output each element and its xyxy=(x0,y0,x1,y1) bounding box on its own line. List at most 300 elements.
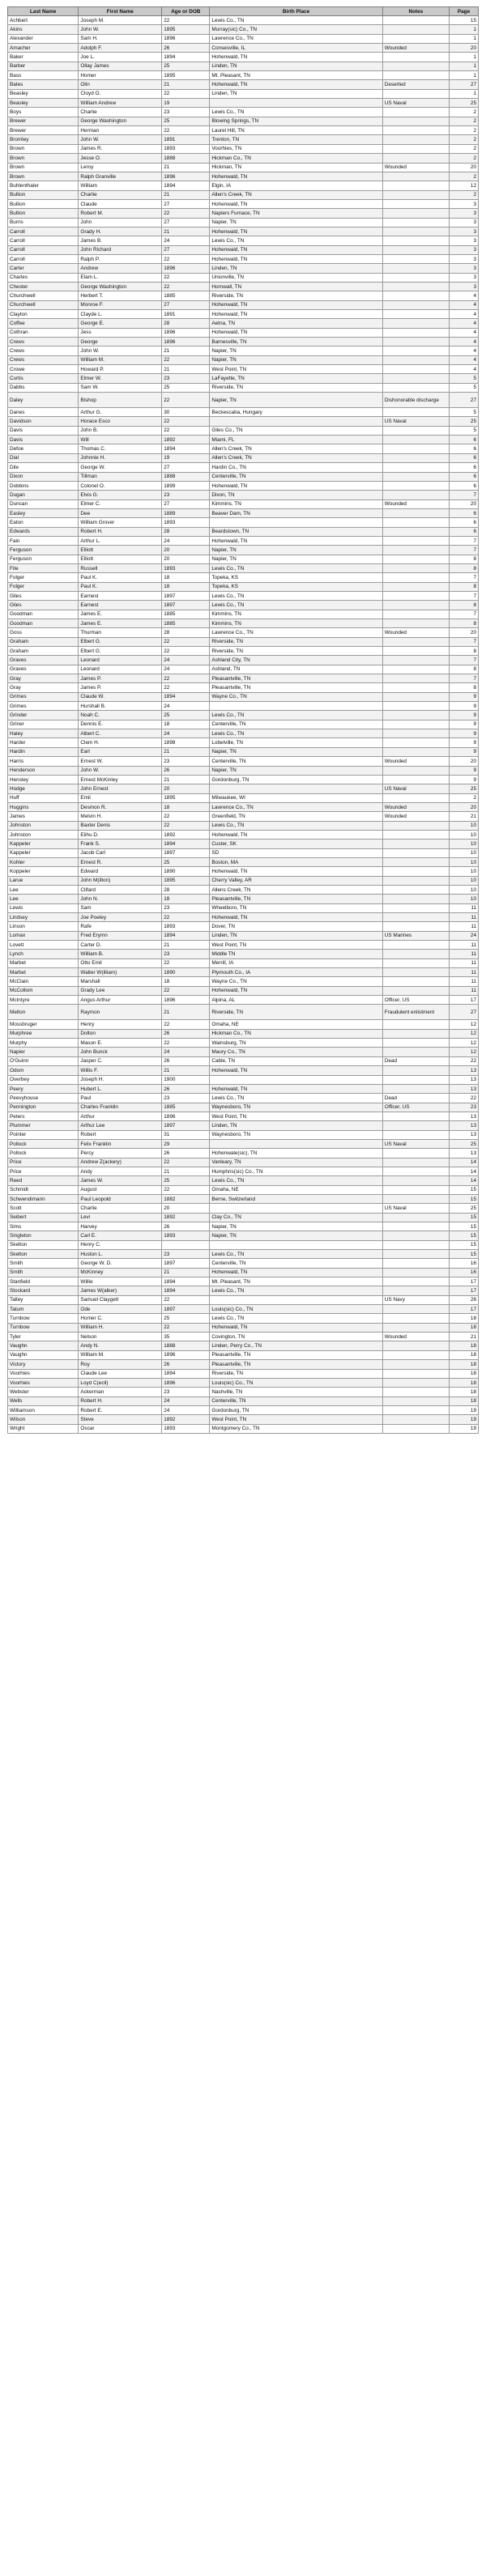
table-row xyxy=(8,491,479,499)
table-row xyxy=(8,1323,479,1332)
cell-first-name: William Grover xyxy=(79,518,162,527)
cell-page: 10 xyxy=(449,840,478,848)
cell-age-or-dob: 27 xyxy=(162,199,210,208)
cell-birth-place: Wainsburg, TN xyxy=(210,1039,382,1048)
cell-first-name: Fred Erymn xyxy=(79,931,162,940)
cell-last-name: Boys xyxy=(8,108,79,117)
cell-last-name: Stanfield xyxy=(8,1277,79,1286)
cell-birth-place: Consesville, IL xyxy=(210,44,382,53)
cell-notes xyxy=(382,1084,449,1093)
cell-last-name: Chester xyxy=(8,282,79,291)
cell-page: 18 xyxy=(449,1360,478,1369)
cell-last-name: Burns xyxy=(8,218,79,227)
cell-first-name: Ernest W. xyxy=(79,757,162,766)
cell-last-name: Grimes xyxy=(8,702,79,711)
cell-age-or-dob: 1896 xyxy=(162,172,210,181)
cell-notes xyxy=(382,922,449,931)
cell-page: 25 xyxy=(449,1139,478,1148)
cell-first-name: Melvin H. xyxy=(79,812,162,821)
table-row xyxy=(8,1005,479,1020)
cell-page: 3 xyxy=(449,254,478,263)
cell-birth-place: West Point, TN xyxy=(210,1415,382,1424)
cell-age-or-dob: 1897 xyxy=(162,1259,210,1268)
cell-page: 19 xyxy=(449,1405,478,1414)
cell-last-name: Lee xyxy=(8,895,79,903)
table-row xyxy=(8,1405,479,1414)
cell-last-name: Charles xyxy=(8,273,79,282)
header-birth-place: Birth Place xyxy=(210,7,382,16)
cell-notes xyxy=(382,463,449,472)
cell-birth-place: Lewis Co., TN xyxy=(210,1250,382,1259)
cell-birth-place: Milwaukee, WI xyxy=(210,793,382,802)
cell-notes xyxy=(382,190,449,199)
table-row xyxy=(8,264,479,273)
cell-first-name: Baxter Denis xyxy=(79,821,162,830)
cell-birth-place: Montgomery Co., TN xyxy=(210,1424,382,1433)
cell-notes xyxy=(382,775,449,784)
cell-age-or-dob: 22 xyxy=(162,426,210,435)
cell-age-or-dob: 1892 xyxy=(162,1213,210,1222)
cell-first-name: Emil xyxy=(79,793,162,802)
cell-age-or-dob: 23 xyxy=(162,950,210,959)
cell-last-name: Grimes xyxy=(8,692,79,701)
cell-age-or-dob: 21 xyxy=(162,747,210,756)
cell-first-name: Oscar xyxy=(79,1424,162,1433)
cell-page: 26 xyxy=(449,1295,478,1304)
cell-last-name: Pollock xyxy=(8,1139,79,1148)
table-row xyxy=(8,1333,479,1341)
table-row xyxy=(8,328,479,337)
cell-first-name: Claude Lee xyxy=(79,1369,162,1378)
cell-last-name: Brewer xyxy=(8,117,79,125)
cell-page: 9 xyxy=(449,720,478,729)
cell-age-or-dob: 21 xyxy=(162,227,210,236)
cell-last-name: Smith xyxy=(8,1259,79,1268)
cell-notes xyxy=(382,117,449,125)
cell-notes: Wounded xyxy=(382,1333,449,1341)
cell-age-or-dob: 22 xyxy=(162,393,210,408)
cell-birth-place: Napier, TN xyxy=(210,546,382,555)
cell-notes xyxy=(382,1350,449,1359)
cell-last-name: Talley xyxy=(8,1295,79,1304)
cell-last-name: Giles xyxy=(8,591,79,600)
cell-age-or-dob: 23 xyxy=(162,757,210,766)
table-row xyxy=(8,766,479,775)
cell-notes: US Marines xyxy=(382,931,449,940)
cell-last-name: Mossbruger xyxy=(8,1020,79,1029)
cell-notes xyxy=(382,840,449,848)
cell-notes xyxy=(382,16,449,25)
cell-first-name: Hubert L. xyxy=(79,1084,162,1093)
cell-birth-place: Allen's Creek, TN xyxy=(210,453,382,462)
cell-birth-place: Berne, Switzerland xyxy=(210,1194,382,1203)
cell-notes: Wounded xyxy=(382,757,449,766)
cell-last-name: Williamson xyxy=(8,1405,79,1414)
table-row xyxy=(8,821,479,830)
cell-page: 4 xyxy=(449,300,478,309)
cell-page: 2 xyxy=(449,117,478,125)
cell-birth-place: Omaha, NE xyxy=(210,1020,382,1029)
cell-page: 27 xyxy=(449,80,478,89)
cell-age-or-dob: 1895 xyxy=(162,71,210,80)
cell-age-or-dob: 20 xyxy=(162,1204,210,1213)
cell-birth-place: Hohenwald, TN xyxy=(210,867,382,876)
cell-last-name: Lynch xyxy=(8,950,79,959)
cell-page: 14 xyxy=(449,1158,478,1167)
cell-page: 7 xyxy=(449,546,478,555)
cell-last-name: Bullion xyxy=(8,209,79,218)
cell-notes xyxy=(382,1130,449,1139)
cell-notes xyxy=(382,1268,449,1277)
cell-first-name: Bishop xyxy=(79,393,162,408)
cell-birth-place: Alpina, AL xyxy=(210,996,382,1005)
cell-notes xyxy=(382,346,449,355)
table-row xyxy=(8,848,479,857)
cell-age-or-dob: 28 xyxy=(162,885,210,894)
cell-notes xyxy=(382,1176,449,1185)
cell-last-name: Bass xyxy=(8,71,79,80)
cell-age-or-dob: 24 xyxy=(162,665,210,674)
cell-first-name: Ralph P. xyxy=(79,254,162,263)
cell-age-or-dob: 26 xyxy=(162,766,210,775)
cell-page: 10 xyxy=(449,867,478,876)
cell-birth-place xyxy=(210,99,382,108)
table-row xyxy=(8,1094,479,1103)
table-row xyxy=(8,527,479,536)
cell-last-name: Hardin xyxy=(8,747,79,756)
cell-birth-place: Ashland, TN xyxy=(210,665,382,674)
cell-age-or-dob: 22 xyxy=(162,254,210,263)
cell-notes xyxy=(382,674,449,683)
cell-first-name: Carl E. xyxy=(79,1231,162,1240)
cell-age-or-dob: 26 xyxy=(162,1056,210,1065)
table-row xyxy=(8,830,479,839)
cell-page: 18 xyxy=(449,1378,478,1387)
cell-age-or-dob: 24 xyxy=(162,729,210,738)
cell-notes: Officer, US xyxy=(382,996,449,1005)
cell-age-or-dob: 1882 xyxy=(162,1194,210,1203)
cell-notes xyxy=(382,89,449,98)
cell-first-name: Nelson xyxy=(79,1333,162,1341)
cell-birth-place: Hickman Co., TN xyxy=(210,154,382,163)
cell-last-name: Stockard xyxy=(8,1286,79,1295)
table-row xyxy=(8,319,479,328)
cell-page: 15 xyxy=(449,1222,478,1231)
table-row xyxy=(8,1139,479,1148)
cell-birth-place: Hohenwald, TN xyxy=(210,310,382,319)
cell-notes xyxy=(382,1185,449,1194)
cell-page: 15 xyxy=(449,16,478,25)
cell-first-name: Rafe xyxy=(79,922,162,931)
table-row xyxy=(8,885,479,894)
cell-page: 22 xyxy=(449,1056,478,1065)
table-row xyxy=(8,1185,479,1194)
cell-notes xyxy=(382,1029,449,1038)
cell-notes xyxy=(382,227,449,236)
cell-notes xyxy=(382,1048,449,1056)
table-row xyxy=(8,729,479,738)
cell-page: 3 xyxy=(449,236,478,245)
cell-first-name: Homer xyxy=(79,71,162,80)
cell-notes xyxy=(382,1194,449,1203)
table-row xyxy=(8,144,479,153)
table-row xyxy=(8,941,479,950)
cell-birth-place: Hohenwald, TN xyxy=(210,1066,382,1075)
cell-age-or-dob: 1885 xyxy=(162,1103,210,1112)
cell-notes xyxy=(382,264,449,273)
cell-first-name: Earl xyxy=(79,747,162,756)
cell-last-name: Bullion xyxy=(8,190,79,199)
table-row xyxy=(8,355,479,364)
table-row xyxy=(8,53,479,62)
cell-page: 6 xyxy=(449,527,478,536)
table-row xyxy=(8,1176,479,1185)
table-row xyxy=(8,1222,479,1231)
cell-birth-place xyxy=(210,1075,382,1084)
cell-last-name: Grinder xyxy=(8,711,79,720)
table-row xyxy=(8,968,479,977)
table-row xyxy=(8,986,479,995)
table-row xyxy=(8,702,479,711)
cell-birth-place: Lawrence Co., TN xyxy=(210,34,382,43)
table-row xyxy=(8,227,479,236)
table-row xyxy=(8,840,479,848)
cell-last-name: McIntyre xyxy=(8,996,79,1005)
cell-first-name: Marshall xyxy=(79,977,162,986)
cell-page: 11 xyxy=(449,950,478,959)
cell-page: 20 xyxy=(449,499,478,508)
cell-first-name: Sam W. xyxy=(79,383,162,392)
cell-birth-place xyxy=(210,784,382,793)
cell-page: 12 xyxy=(449,1020,478,1029)
header-row xyxy=(8,7,479,16)
table-row xyxy=(8,950,479,959)
cell-first-name: William xyxy=(79,181,162,190)
table-row xyxy=(8,300,479,309)
table-row xyxy=(8,291,479,300)
cell-last-name: Plummer xyxy=(8,1121,79,1130)
cell-notes: Fraudulent enlistment xyxy=(382,1005,449,1020)
cell-last-name: Voorhies xyxy=(8,1369,79,1378)
cell-notes xyxy=(382,365,449,374)
table-row xyxy=(8,637,479,646)
cell-age-or-dob: 24 xyxy=(162,1396,210,1405)
cell-birth-place: Wheelboro, TN xyxy=(210,903,382,912)
cell-last-name: Wright xyxy=(8,1424,79,1433)
cell-notes xyxy=(382,536,449,545)
cell-last-name: Reed xyxy=(8,1176,79,1185)
cell-last-name: Davis xyxy=(8,426,79,435)
cell-first-name: Elvis G. xyxy=(79,491,162,499)
table-row xyxy=(8,99,479,108)
cell-page: 10 xyxy=(449,895,478,903)
cell-page: 10 xyxy=(449,830,478,839)
cell-last-name: Edwards xyxy=(8,527,79,536)
cell-age-or-dob: 26 xyxy=(162,44,210,53)
cell-birth-place: Hohenwald, TN xyxy=(210,1323,382,1332)
cell-first-name: James P. xyxy=(79,674,162,683)
cell-age-or-dob: 25 xyxy=(162,1314,210,1323)
table-row xyxy=(8,374,479,383)
cell-birth-place: Blowing Springs, TN xyxy=(210,117,382,125)
cell-age-or-dob: 1890 xyxy=(162,968,210,977)
cell-age-or-dob: 1893 xyxy=(162,1231,210,1240)
cell-birth-place: Riverside, TN xyxy=(210,637,382,646)
cell-page: 2 xyxy=(449,126,478,135)
cell-birth-place: Hohenwald, TN xyxy=(210,830,382,839)
cell-last-name: Scott xyxy=(8,1204,79,1213)
cell-first-name: Robert H. xyxy=(79,527,162,536)
cell-page: 25 xyxy=(449,417,478,426)
cell-page: 4 xyxy=(449,328,478,337)
cell-first-name: Charlie xyxy=(79,1204,162,1213)
table-row xyxy=(8,1103,479,1112)
cell-first-name: Andrew Z(ackery) xyxy=(79,1158,162,1167)
cell-first-name: John W. xyxy=(79,135,162,144)
table-row xyxy=(8,1415,479,1424)
cell-first-name: George xyxy=(79,338,162,346)
cell-page: 16 xyxy=(449,1259,478,1268)
cell-birth-place xyxy=(210,417,382,426)
cell-birth-place: Pleasantville, TN xyxy=(210,1360,382,1369)
cell-age-or-dob: 1896 xyxy=(162,264,210,273)
cell-first-name: Joseph H. xyxy=(79,1075,162,1084)
table-row xyxy=(8,463,479,472)
cell-notes: US Naval xyxy=(382,1139,449,1148)
cell-notes xyxy=(382,830,449,839)
cell-last-name: Lomax xyxy=(8,931,79,940)
cell-page: 3 xyxy=(449,273,478,282)
cell-last-name: Carroll xyxy=(8,245,79,254)
cell-notes xyxy=(382,300,449,309)
table-row xyxy=(8,365,479,374)
table-row xyxy=(8,683,479,692)
cell-notes xyxy=(382,1213,449,1222)
cell-first-name: Frank S. xyxy=(79,840,162,848)
cell-first-name: Jasper C. xyxy=(79,1056,162,1065)
cell-birth-place: Greenfield, TN xyxy=(210,812,382,821)
cell-age-or-dob: 23 xyxy=(162,1388,210,1396)
cell-age-or-dob: 1900 xyxy=(162,1075,210,1084)
cell-last-name: Napier xyxy=(8,1048,79,1056)
cell-age-or-dob: 26 xyxy=(162,1149,210,1158)
cell-notes: Wounded xyxy=(382,499,449,508)
cell-page: 8 xyxy=(449,563,478,572)
cell-last-name: Brown xyxy=(8,163,79,172)
cell-age-or-dob: 25 xyxy=(162,117,210,125)
cell-first-name: Joe Poeley xyxy=(79,913,162,922)
cell-first-name: William H. xyxy=(79,1323,162,1332)
cell-age-or-dob: 26 xyxy=(162,1222,210,1231)
cell-birth-place: Hickman Co., TN xyxy=(210,1029,382,1038)
cell-last-name: Brown xyxy=(8,144,79,153)
cell-birth-place: Centerville, TN xyxy=(210,720,382,729)
cell-age-or-dob: 21 xyxy=(162,1066,210,1075)
cell-page: 9 xyxy=(449,766,478,775)
cell-age-or-dob: 1894 xyxy=(162,444,210,453)
cell-age-or-dob: 22 xyxy=(162,282,210,291)
cell-page: 4 xyxy=(449,338,478,346)
cell-age-or-dob: 1894 xyxy=(162,53,210,62)
cell-notes xyxy=(382,1167,449,1175)
cell-age-or-dob: 1888 xyxy=(162,1341,210,1350)
cell-birth-place: Hohenwald, TN xyxy=(210,227,382,236)
table-row xyxy=(8,338,479,346)
cell-first-name: Otto Emil xyxy=(79,959,162,967)
cell-notes xyxy=(382,903,449,912)
cell-birth-place: Riverside, TN xyxy=(210,647,382,656)
cell-birth-place: West Point, TN xyxy=(210,1112,382,1120)
cell-age-or-dob: 1898 xyxy=(162,738,210,747)
cell-page: 11 xyxy=(449,986,478,995)
cell-notes: Wounded xyxy=(382,163,449,172)
cell-page: 7 xyxy=(449,610,478,618)
cell-birth-place: Linden, TN xyxy=(210,264,382,273)
cell-notes xyxy=(382,692,449,701)
cell-birth-place: Napier, TN xyxy=(210,555,382,563)
cell-page: 27 xyxy=(449,1005,478,1020)
cell-last-name: Beasley xyxy=(8,89,79,98)
cell-birth-place: Unionville, TN xyxy=(210,273,382,282)
cell-last-name: Graves xyxy=(8,656,79,665)
cell-notes xyxy=(382,34,449,43)
cell-age-or-dob: 1896 xyxy=(162,338,210,346)
cell-age-or-dob xyxy=(162,1240,210,1249)
cell-notes xyxy=(382,1405,449,1414)
cell-first-name: Henry C. xyxy=(79,1240,162,1249)
cell-first-name: Sam xyxy=(79,903,162,912)
table-row xyxy=(8,518,479,527)
cell-first-name: John B. xyxy=(79,426,162,435)
cell-age-or-dob: 24 xyxy=(162,536,210,545)
cell-page: 21 xyxy=(449,1333,478,1341)
cell-first-name: Elliott xyxy=(79,555,162,563)
cell-page: 2 xyxy=(449,793,478,802)
cell-first-name: Roy xyxy=(79,1360,162,1369)
cell-first-name: Sam H. xyxy=(79,34,162,43)
cell-last-name: McCollom xyxy=(8,986,79,995)
table-row xyxy=(8,472,479,481)
soldier-roster-table xyxy=(7,6,479,1434)
cell-last-name: Brewer xyxy=(8,126,79,135)
cell-notes xyxy=(382,1075,449,1084)
cell-age-or-dob: 1889 xyxy=(162,508,210,517)
cell-notes xyxy=(382,383,449,392)
cell-first-name: Ernest R. xyxy=(79,857,162,866)
cell-age-or-dob: 1894 xyxy=(162,931,210,940)
cell-page: 21 xyxy=(449,812,478,821)
cell-notes xyxy=(382,108,449,117)
table-row xyxy=(8,34,479,43)
cell-birth-place: Centerville, TN xyxy=(210,1259,382,1268)
table-row xyxy=(8,1130,479,1139)
cell-page: 12 xyxy=(449,1048,478,1056)
cell-first-name: James B. xyxy=(79,236,162,245)
table-row xyxy=(8,1066,479,1075)
cell-age-or-dob: 22 xyxy=(162,821,210,830)
cell-age-or-dob: 22 xyxy=(162,1158,210,1167)
cell-page: 18 xyxy=(449,1323,478,1332)
cell-age-or-dob: 26 xyxy=(162,1084,210,1093)
cell-first-name: Clifard xyxy=(79,885,162,894)
table-row xyxy=(8,656,479,665)
cell-first-name: Raymon xyxy=(79,1005,162,1020)
cell-age-or-dob: 25 xyxy=(162,1176,210,1185)
table-row xyxy=(8,508,479,517)
cell-notes xyxy=(382,738,449,747)
table-row xyxy=(8,628,479,637)
cell-notes xyxy=(382,518,449,527)
